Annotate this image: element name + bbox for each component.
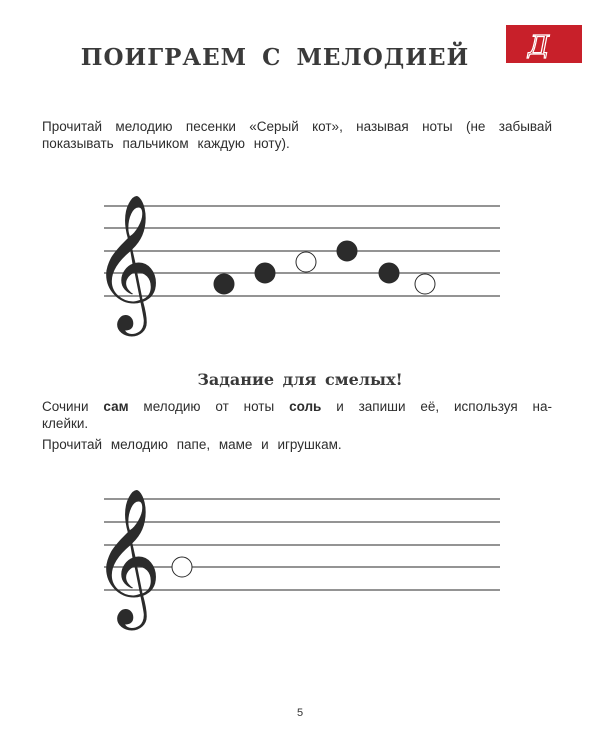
emphasis-sol: соль <box>289 399 322 414</box>
staff-lines <box>104 499 500 590</box>
notes-group-2 <box>172 557 192 577</box>
exercise2-line-1 <box>42 398 552 415</box>
music-staff-2 <box>0 474 600 634</box>
exercise2-title: Задание для смелых! <box>197 370 403 389</box>
treble-clef-icon: 𝄞 <box>92 192 162 330</box>
badge-letter-icon: Д <box>528 31 550 61</box>
note-filled <box>337 241 357 261</box>
instruction-line-1: Прочитай мелодию песенки «Серый кот», называя ноты (не забывай <box>42 119 552 134</box>
exercise2-line-2: клейки. <box>42 416 89 431</box>
treble-clef-icon: 𝄞 <box>92 486 162 624</box>
instruction-line-2: показывать пальчиком каждую ноту). <box>42 136 290 151</box>
text-segment: и запиши её, используя на- <box>321 399 552 414</box>
note-hollow <box>296 252 316 272</box>
music-staff-1 <box>0 180 600 340</box>
exercise1-instruction <box>42 118 552 152</box>
text-segment: мелодию от ноты <box>128 399 290 414</box>
note-filled <box>255 263 275 283</box>
page-number: 5 <box>296 707 304 719</box>
notes-group-1 <box>214 241 435 294</box>
exercise2-line-3: Прочитай мелодию папе, маме и игрушкам. <box>42 437 342 452</box>
section-badge <box>506 25 582 63</box>
note-filled <box>214 274 234 294</box>
staff-lines <box>104 206 500 296</box>
text-segment: Сочини <box>42 399 104 414</box>
note-hollow <box>415 274 435 294</box>
exercise2-instruction <box>42 398 552 453</box>
note-hollow <box>172 557 192 577</box>
note-filled <box>379 263 399 283</box>
page-title: ПОИГРАЕМ С МЕЛОДИЕЙ <box>80 44 470 71</box>
emphasis-sam: сам <box>103 399 129 414</box>
